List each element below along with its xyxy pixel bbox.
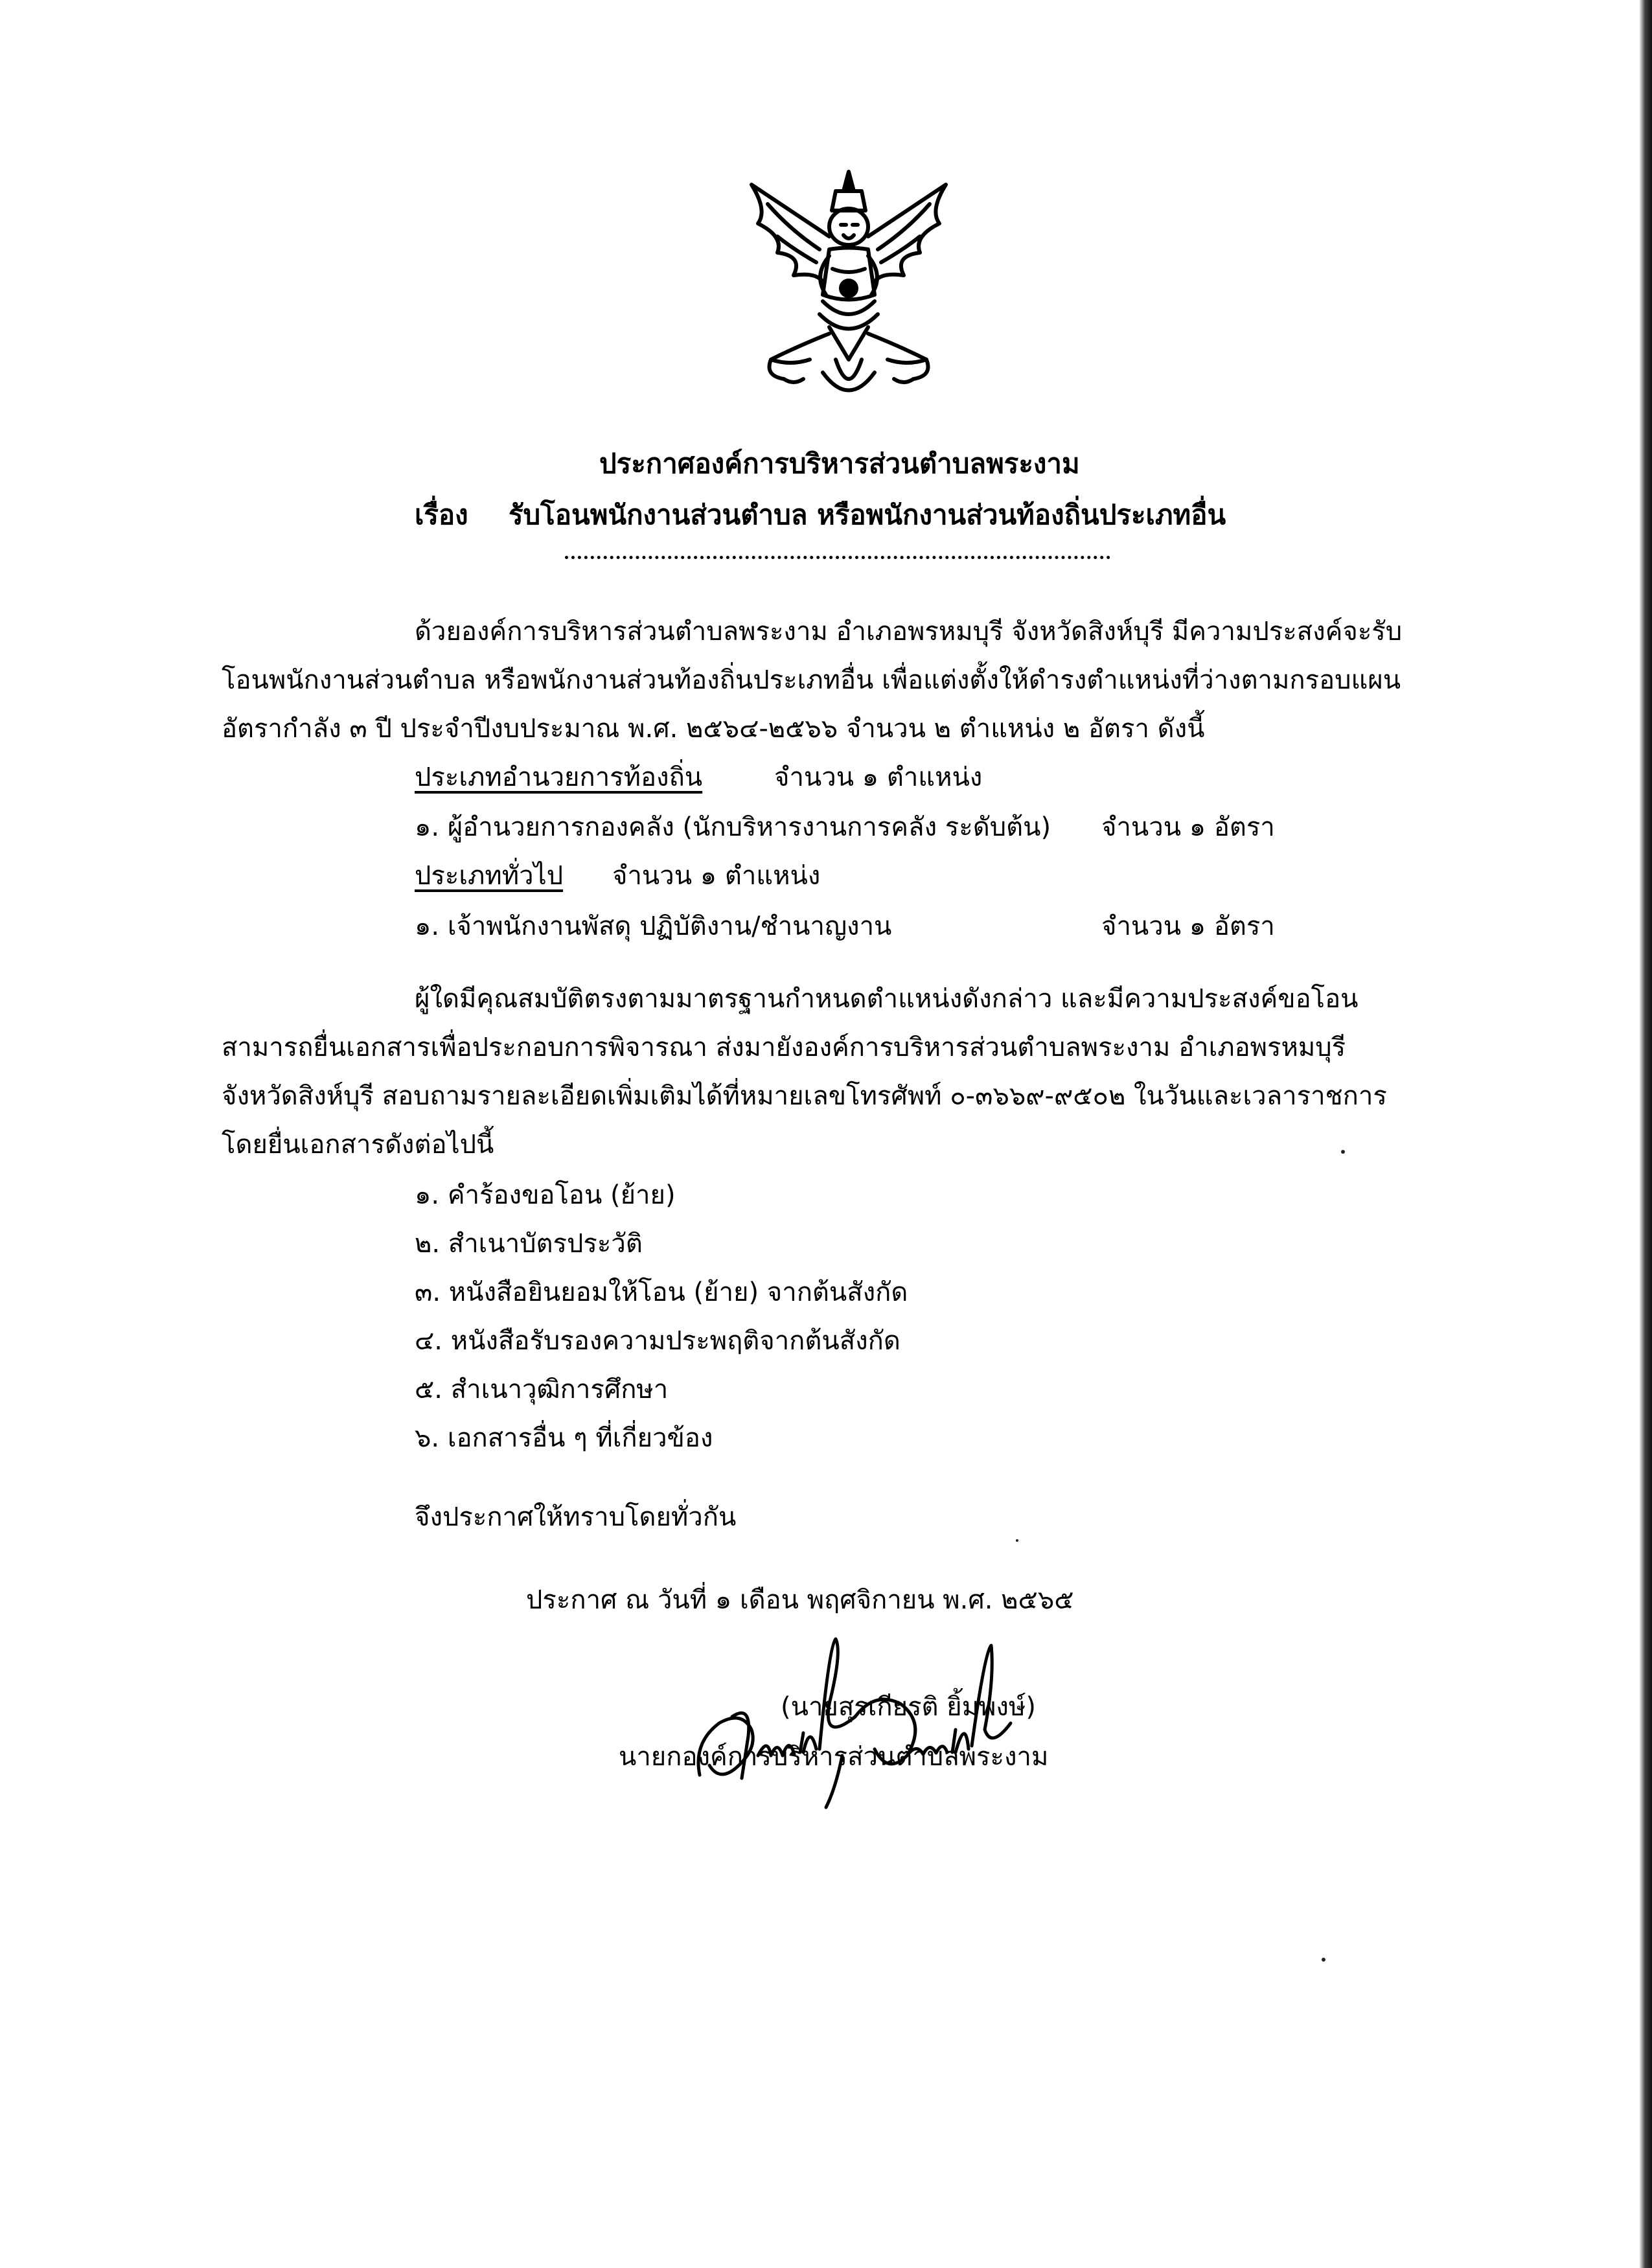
para2-line2: สามารถยื่นเอกสารเพื่อประกอบการพิจารณา ส่งมายังองค์การบริหารส่วนตำบลพระงาม อำเภอพรหมบุรี [222,1033,1346,1062]
position-item-count: จำนวน ๑ อัตรา [1101,812,1275,842]
header-separator [565,556,1110,559]
scan-speck [1322,1958,1325,1962]
document-item: ๔. หนังสือรับรองความประพฤติจากต้นสังกัด [415,1326,901,1356]
scan-speck [1016,1539,1018,1542]
scan-edge [1639,0,1652,2268]
position-item: ๑. เจ้าพนักงานพัสดุ ปฏิบัติงาน/ชำนาญงาน [415,911,892,941]
position-type-local-admin: ประเภทอำนวยการท้องถิ่น [415,762,703,792]
scan-speck [1341,1150,1345,1154]
para2-line3: จังหวัดสิงห์บุรี สอบถามรายละเอียดเพิ่มเติมได้ที่หมายเลขโทรศัพท์ ๐-๓๖๖๙-๙๕๐๒ ในวันและเวลาราชการ [222,1081,1387,1111]
para2-line1: ผู้ใดมีคุณสมบัติตรงตามมาตรฐานกำหนดตำแหน่งดังกล่าว และมีความประสงค์ขอโอน [415,984,1359,1014]
para1-line2: โอนพนักงานส่วนตำบล หรือพนักงานส่วนท้องถิ่นประเภทอื่น เพื่อแต่งตั้งให้ดำรงตำแหน่งที่ว่างตามกรอบแผน [222,665,1401,695]
position-type-general: ประเภททั่วไป [415,861,564,891]
document-item: ๒. สำเนาบัตรประวัติ [415,1229,643,1259]
announcement-date: ประกาศ ณ วันที่ ๑ เดือน พฤศจิกายน พ.ศ. ๒๕๖๕ [526,1585,1074,1615]
para2-line4: โดยยื่นเอกสารดังต่อไปนี้ [222,1130,494,1160]
signatory-position: นายกองค์การบริหารส่วนตำบลพระงาม [619,1742,1049,1772]
garuda-emblem [732,165,965,411]
para1-line3: อัตรากำลัง ๓ ปี ประจำปีงบประมาณ พ.ศ. ๒๕๖๔-๒๕๖๖ จำนวน ๒ ตำแหน่ง ๒ อัตรา ดังนี้ [222,714,1205,744]
position-item: ๑. ผู้อำนวยการกองคลัง (นักบริหารงานการคลัง ระดับต้น) [415,812,1051,842]
document-item: ๓. หนังสือยินยอมให้โอน (ย้าย) จากต้นสังกัด [415,1277,908,1307]
document-item: ๕. สำเนาวุฒิการศึกษา [415,1375,669,1404]
para1-line1: ด้วยองค์การบริหารส่วนตำบลพระงาม อำเภอพรหมบุรี จังหวัดสิงห์บุรี มีความประสงค์จะรับ [415,617,1403,647]
subject-label: เรื่อง [415,499,468,531]
document-item: ๑. คำร้องขอโอน (ย้าย) [415,1180,676,1210]
announcement-title: ประกาศองค์การบริหารส่วนตำบลพระงาม [599,448,1080,479]
subject-text: รับโอนพนักงานส่วนตำบล หรือพนักงานส่วนท้องถิ่นประเภทอื่น [509,499,1226,531]
document-item: ๖. เอกสารอื่น ๆ ที่เกี่ยวข้อง [415,1423,713,1453]
closing-text: จึงประกาศให้ทราบโดยทั่วกัน [415,1502,737,1532]
position-type-count: จำนวน ๑ ตำแหน่ง [612,861,821,891]
position-type-count: จำนวน ๑ ตำแหน่ง [774,762,983,792]
position-item-count: จำนวน ๑ อัตรา [1101,911,1275,941]
signatory-name: (นายสุรเกียรติ ยิ้มพงษ์) [781,1692,1036,1722]
